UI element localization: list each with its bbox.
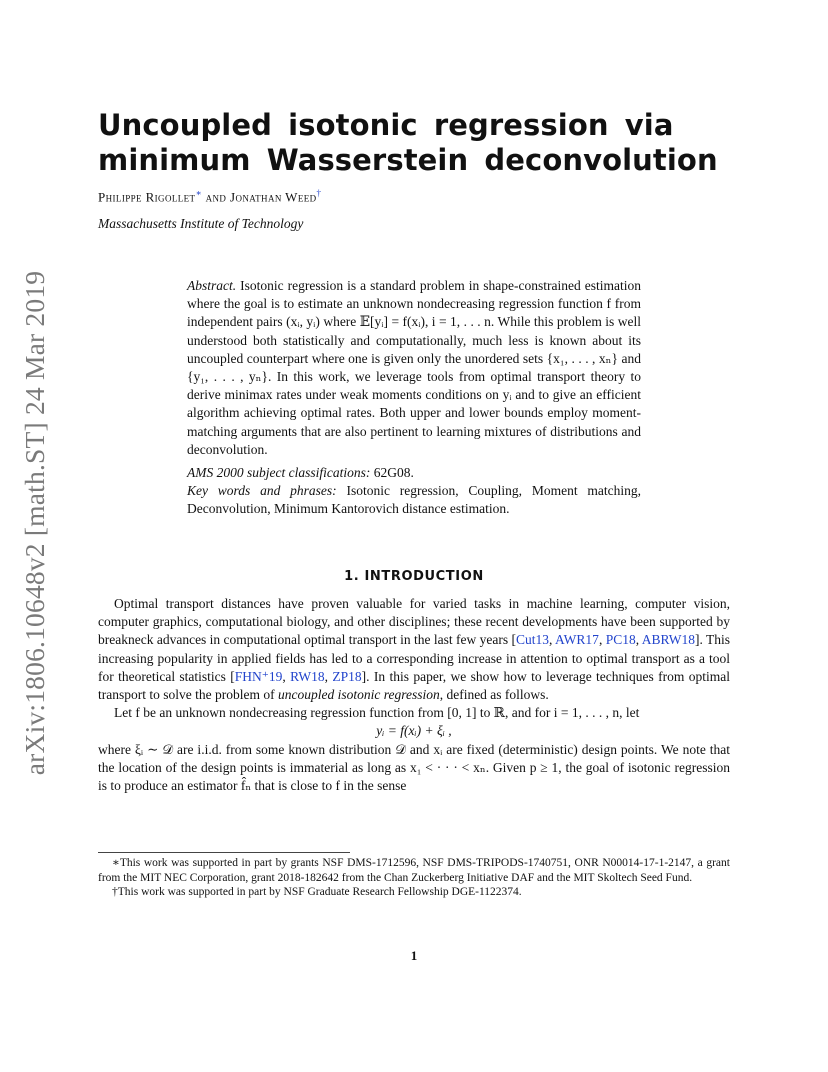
intro-paragraph-1: Optimal transport distances have proven valuable for varied tasks in machine learning, computer vision, computer graphics, computational biology, and other disciplines; these recent developments have been supported by breakneck advances in computational optimal transport in the last few years [Cut13, AWR17, PC18, ABRW18]. This increasing popularity in applied fields has led to a corresponding increase in attention to optimal transport as a tool for theoretical statistics [FHN⁺19, RW18, ZP18]. In this paper, we show how to leverage techniques from optimal transport to solve the problem of uncoupled isotonic regression, defined as follows. <box>98 596 730 703</box>
display-equation: yᵢ = f(xᵢ) + ξᵢ , <box>376 723 452 739</box>
section-heading: 1. INTRODUCTION <box>344 569 484 584</box>
text-run: ]. In this paper, we show how to leverage techniques from optimal transport to solve the problem of <box>98 668 730 703</box>
author-separator: and <box>205 189 227 205</box>
keywords-label: Key words and phrases: <box>187 483 337 499</box>
arxiv-sidebar <box>20 270 50 775</box>
citation-link[interactable]: PC18 <box>605 632 636 648</box>
citation-link[interactable]: Cut13 <box>515 632 549 648</box>
ams-classification <box>187 464 641 482</box>
ams-label: AMS 2000 subject classifications: <box>187 465 371 481</box>
page-number: 1 <box>410 948 418 963</box>
title-line-1: Uncoupled isotonic regression via <box>98 108 674 142</box>
author-name: Philippe Rigollet <box>98 189 196 205</box>
footnote-marker[interactable]: † <box>316 188 322 198</box>
text-run: , defined as follows. <box>439 687 549 703</box>
citation-link[interactable]: FHN⁺19 <box>234 668 283 684</box>
intro-body <box>98 595 730 795</box>
emphasis: uncoupled isotonic regression <box>277 687 440 703</box>
paper-title <box>98 108 738 178</box>
citation-link[interactable]: ZP18 <box>332 668 362 684</box>
footnote-marker[interactable]: ∗ <box>195 188 202 198</box>
keywords-value: Isotonic regression, Coupling, Moment matching, Deconvolution, Minimum Kantorovich distance estimation. <box>187 483 642 517</box>
citation-link[interactable]: AWR17 <box>555 632 599 648</box>
author-name: Jonathan Weed <box>229 189 317 205</box>
arxiv-identifier: arXiv:1806.10648v2 [math.ST] 24 Mar 2019 <box>19 270 50 775</box>
footnote-rule <box>98 852 350 853</box>
text-run: ]. This increasing popularity in applied fields has led to a corresponding increase in attention to optimal transport as a tool for theoretical statistics [ <box>98 632 730 684</box>
author-list <box>98 188 321 205</box>
affiliation: Massachusetts Institute of Technology <box>98 216 304 231</box>
abstract-label: Abstract. <box>187 278 237 293</box>
abstract-paragraph <box>187 277 641 459</box>
title-line-2: minimum Wasserstein deconvolution <box>98 143 718 177</box>
footnote-1: ∗This work was supported in part by grants NSF DMS-1712596, NSF DMS-TRIPODS-1740751, ONR N00014-17-1-2147, a grant from the MIT NEC Corporation, grant 2018-182642 from the Chan Zuckerberg Initiative DAF and the MIT Skoltech Seed Fund. <box>98 857 730 884</box>
keywords <box>187 482 641 518</box>
intro-paragraph-2: Let f be an unknown nondecreasing regression function from [0, 1] to ℝ, and for i = 1, . . . , n, let <box>114 705 640 721</box>
footnotes <box>98 856 730 900</box>
citation-link[interactable]: RW18 <box>290 668 325 684</box>
abstract <box>187 277 641 519</box>
footnote-2: †This work was supported in part by NSF Graduate Research Fellowship DGE-1122374. <box>112 886 522 898</box>
text-run: Optimal transport distances have proven valuable for varied tasks in machine learning, computer vision, computer graphics, computational biology, and other disciplines; these recent developments have been supported by breakneck advances in computational optimal transport in the last few years [ <box>98 596 730 648</box>
intro-paragraph-3: where ξᵢ ∼ 𝒟 are i.i.d. from some known distribution 𝒟 and xᵢ are fixed (deterministic) design points. We note that the location of the design points is immaterial as long as x₁ < · · · < xₙ. Given p ≥ 1, the goal of isotonic regression is to produce an estimator f̂ₙ that is close to f in the sense <box>98 741 730 794</box>
abstract-text: Isotonic regression is a standard problem in shape-constrained estimation where the goal is to estimate an unknown nondecreasing regression function f from independent pairs (xᵢ, yᵢ) where 𝔼[yᵢ] = f(xᵢ), i = 1, . . . n. While this problem is well understood both statistically and computationally, much less is known about its uncoupled counterpart where one is given only the unordered sets {x₁, . . . , xₙ} and {y₁, . . . , yₙ}. In this work, we leverage tools from optimal transport theory to derive minimax rates under weak moments conditions on yᵢ and to give an efficient algorithm achieving optimal rates. Both upper and lower bounds employ moment-matching arguments that are also pertinent to learning mixtures of distributions and deconvolution. <box>187 278 641 457</box>
citation-link[interactable]: ABRW18 <box>641 632 695 648</box>
ams-value: 62G08. <box>373 465 414 481</box>
